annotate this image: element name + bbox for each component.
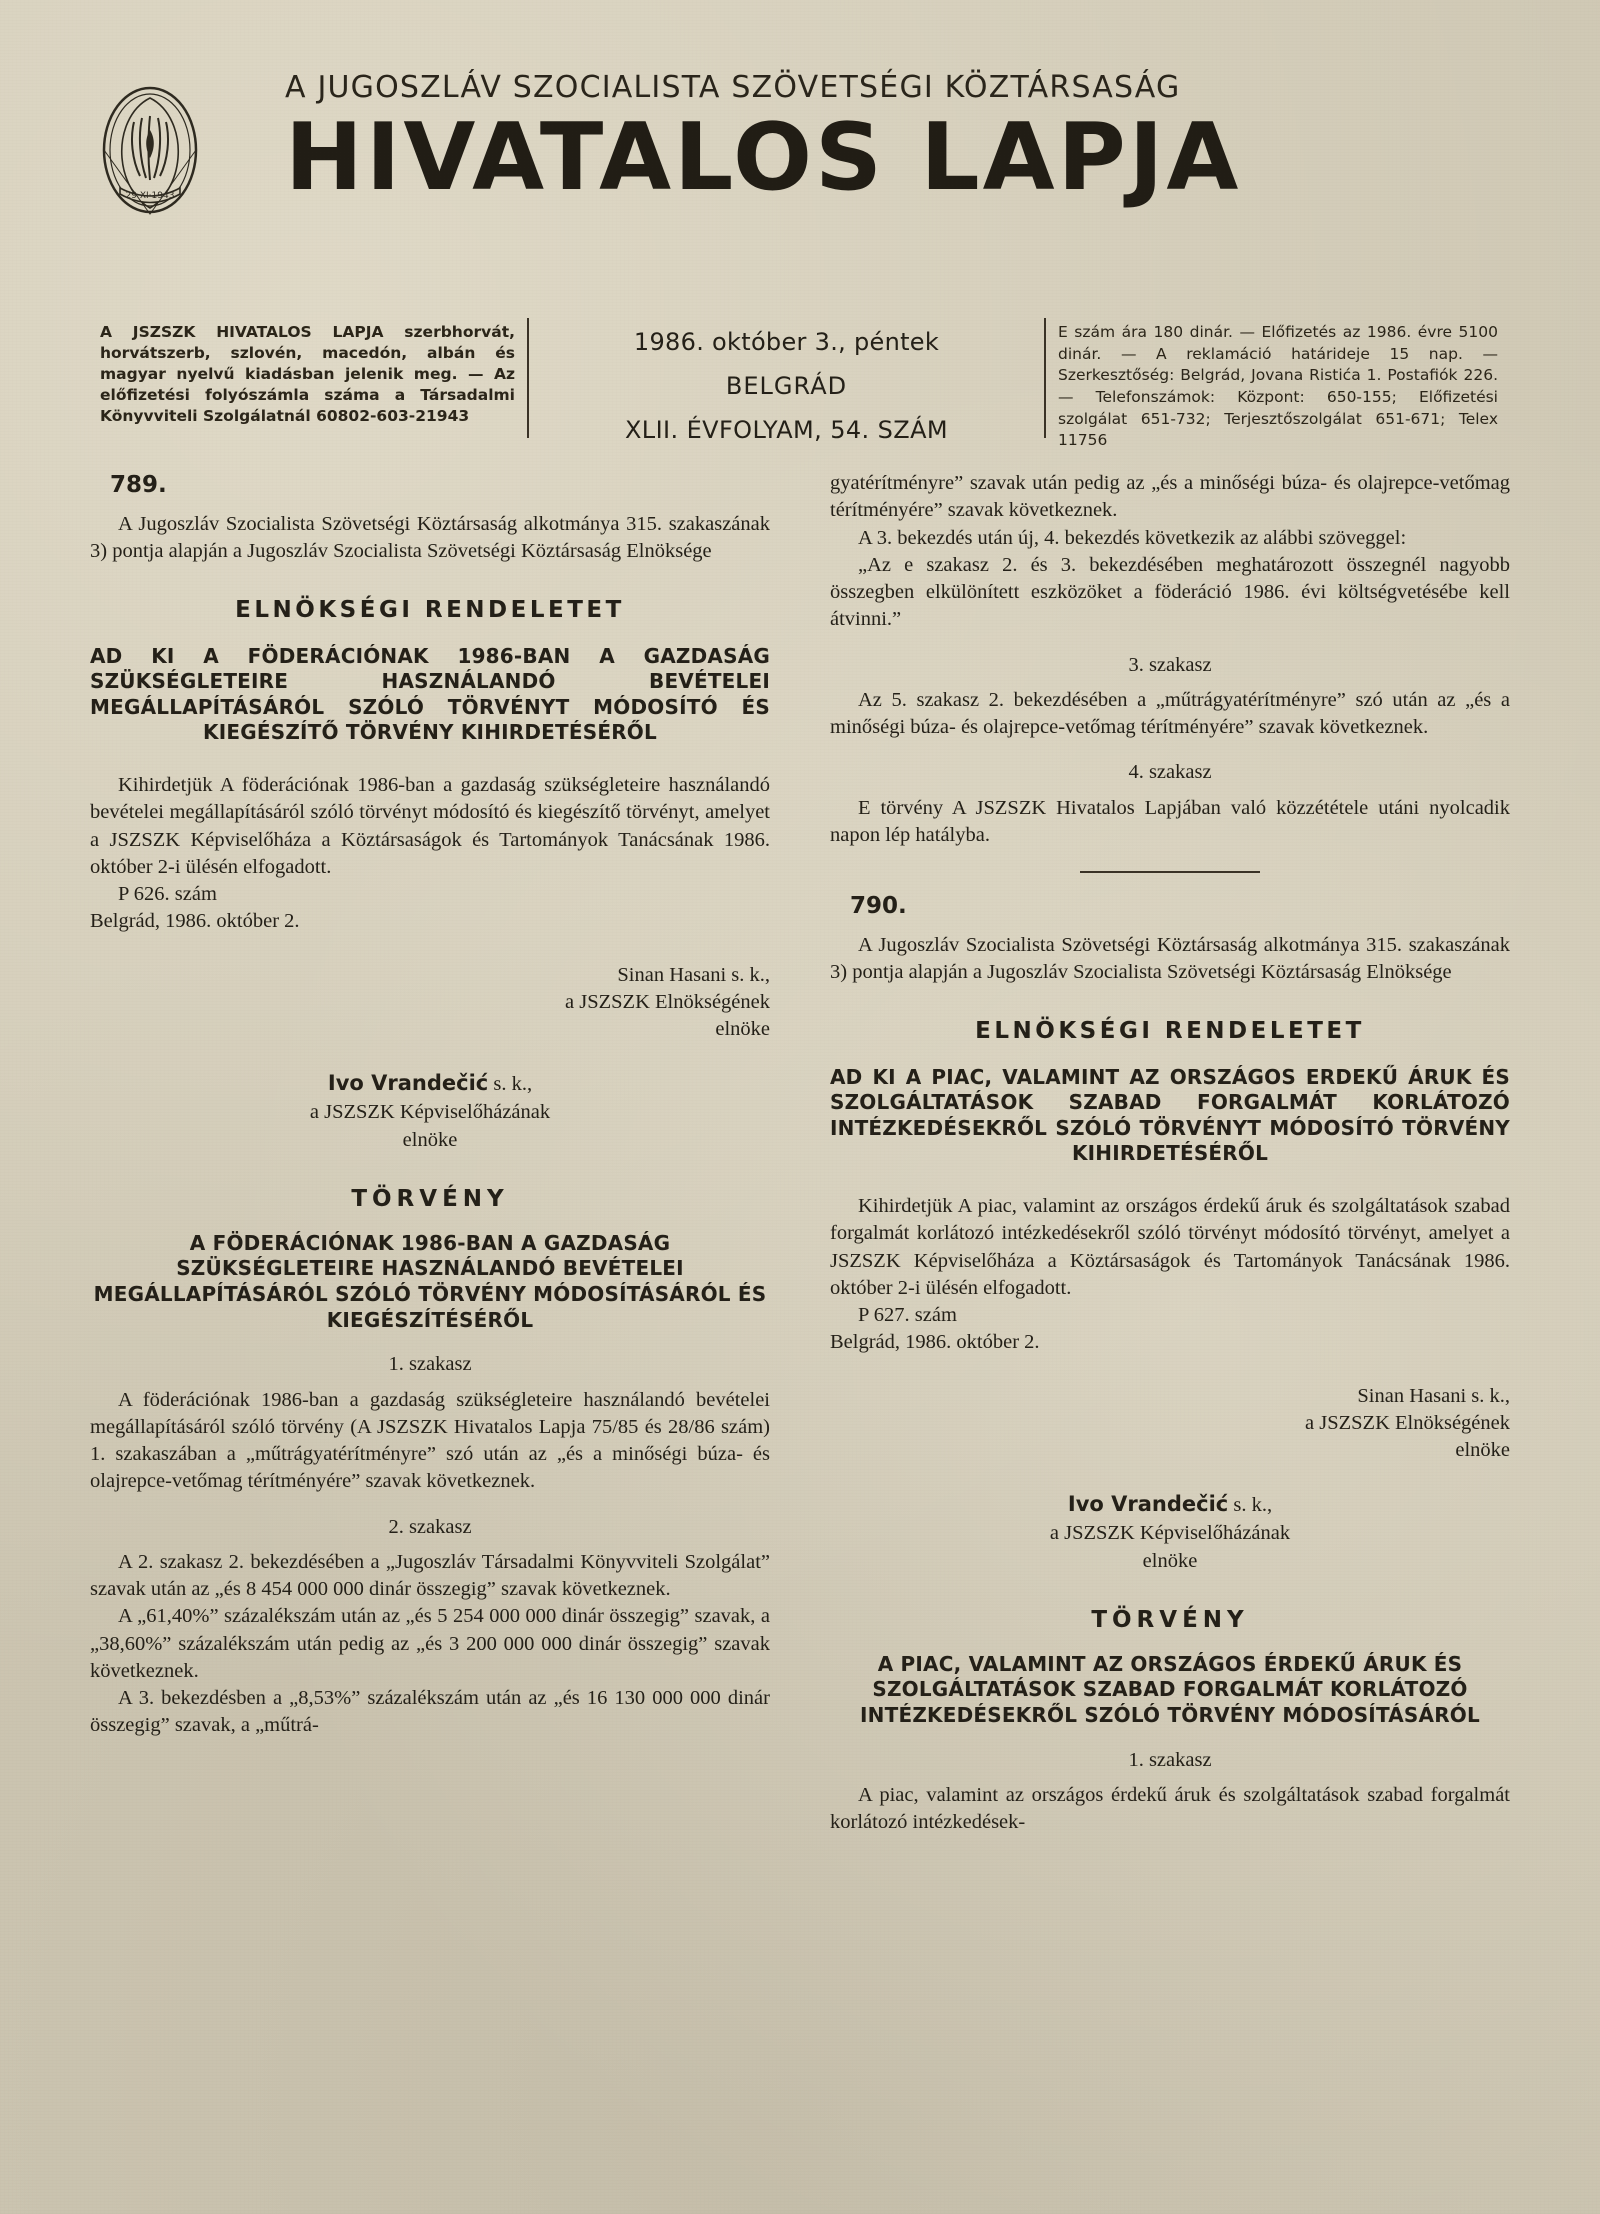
right-law-article-1-label: 1. szakasz <box>1128 1748 1212 1771</box>
item-number-789: 789. <box>110 472 167 498</box>
left-law-heading: TÖRVÉNY <box>351 1186 509 1213</box>
item-790-signature-2 <box>830 1490 1510 1575</box>
signature-name: Sinan Hasani <box>617 963 727 986</box>
item-789-section-title: ELNÖKSÉGI RENDELETET <box>235 597 625 624</box>
right-cont-p1: gyatérítményre” szavak után pedig az „és a minőségi búza- és olajrepce-vetőmag térítményére” szavak következnek. <box>830 472 1510 522</box>
item-790-pnum: P 627. szám <box>858 1304 957 1327</box>
section-divider <box>1080 871 1260 873</box>
left-law-article-1-label: 1. szakasz <box>388 1353 472 1376</box>
right-cont-article-4-body: E törvény A JSZSZK Hivatalos Lapjában való közzététele utáni nyolcadik napon lép hatályba. <box>830 796 1510 846</box>
left-law-article-2-p3: A 3. bekezdésben a „8,53%” százalékszám után az „és 16 130 000 000 dinár összegig” szavak, a „műtrá- <box>90 1687 770 1737</box>
svg-text:29·XI·1943: 29·XI·1943 <box>125 191 175 201</box>
item-number-790: 790. <box>850 893 907 919</box>
signature-name: Ivo Vrandečić <box>327 1071 489 1096</box>
signature-role-2: elnöke <box>715 1018 770 1041</box>
right-column <box>830 470 1510 1836</box>
signature-role-2: elnöke <box>402 1128 458 1151</box>
right-law-article-1-body: A piac, valamint az országos érdekű áruk és szolgáltatások szabad forgalmát korlátozó intézkedések- <box>830 1783 1510 1834</box>
issue-city: BELGRÁD <box>725 372 848 400</box>
subscription-note: E szám ára 180 dinár. — Előfizetés az 1986. évre 5100 dinár. — A reklamáció határideje 15 nap. — Szerkesztőség: Belgrád, Jovana Ristića 1. Postafiók 226. — Telefonszámok: Központ: 650-155; Előfizetési szolgálat 651-732; Terjesztőszolgálat 651-671; Telex 11756 <box>1058 323 1498 450</box>
left-law-article-1-body: A föderációnak 1986-ban a gazdaság szükségleteire használandó bevételei megállapításáról szóló törvény (A JSZSZK Hivatalos Lapja 75/85 és 28/86 szám) 1. szakaszában a „műtrágyatérítményre” szó után az „és a minőségi búza- és olajrepce-vetőmag térítményére” szavak következnek. <box>90 1388 770 1493</box>
masthead-kicker: A JUGOSZLÁV SZOCIALISTA SZÖVETSÉGI KÖZTÁRSASÁG <box>285 70 1181 105</box>
left-law-article-2-p1: A 2. szakasz 2. bekezdésében a „Jugoszláv Társadalmi Könyvviteli Szolgálat” szavak után az „és 8 454 000 000 dinár összegig” szavak következnek. <box>90 1550 770 1600</box>
item-790-signature-1 <box>830 1383 1510 1465</box>
right-cont-p2: A 3. bekezdés után új, 4. bekezdés következik az alábbi szöveggel: <box>858 526 1407 549</box>
body-columns <box>90 470 1510 1836</box>
left-law-title: A FÖDERÁCIÓNAK 1986-BAN A GAZDASÁG SZÜKSÉGLETEIRE HASZNÁLANDÓ BEVÉTELEI MEGÁLLAPÍTÁSÁRÓL SZÓLÓ TÖRVÉNY MÓDOSÍTÁSÁRÓL ÉS KIEGÉSZÍTÉSÉRŐL <box>93 1230 767 1332</box>
signature-role-1: a JSZSZK Elnökségének <box>1305 1411 1510 1434</box>
signature-role-2: elnöke <box>1455 1439 1510 1462</box>
item-789-signature-2 <box>90 1069 770 1154</box>
masthead-title: HIVATALOS LAPJA <box>285 103 1242 211</box>
left-column <box>90 470 770 1836</box>
item-790-preamble: A Jugoszláv Szocialista Szövetségi Köztársaság alkotmánya 315. szakaszának 3) pontja alapján a Jugoszláv Szocialista Szövetségi Köztársaság Elnöksége <box>830 933 1510 983</box>
right-law-heading: TÖRVÉNY <box>1091 1607 1249 1634</box>
right-cont-article-3-label: 3. szakasz <box>1128 653 1212 676</box>
right-cont-p3: „Az e szakasz 2. és 3. bekezdésében meghatározott összegnél nagyobb összegben elkülönített eszközöket a föderáció 1986. évi költségvetésébe kell átvinni.” <box>830 553 1510 631</box>
item-790-place-date: Belgrád, 1986. október 2. <box>830 1331 1040 1354</box>
signature-role-2: elnöke <box>1142 1549 1198 1572</box>
masthead <box>90 70 1510 211</box>
signature-name: Ivo Vrandečić <box>1067 1492 1229 1517</box>
issue-date: 1986. október 3., péntek <box>633 328 940 356</box>
issue-number: XLII. ÉVFOLYAM, 54. SZÁM <box>624 416 949 444</box>
right-law-title: A PIAC, VALAMINT AZ ORSZÁGOS ÉRDEKŰ ÁRUK ÉS SZOLGÁLTATÁSOK SZABAD FORGALMÁT KORLÁTOZÓ INTÉZKEDÉSEKRŐL SZÓLÓ TÖRVÉNY MÓDOSÍTÁSÁRÓL <box>860 1651 1480 1728</box>
right-cont-article-3-body: Az 5. szakasz 2. bekezdésében a „műtrágyatérítményre” szó után az „és a minőségi búza- és olajrepce-vetőmag térítményére” szavak következnek. <box>830 688 1510 738</box>
item-789-place-date: Belgrád, 1986. október 2. <box>90 910 300 933</box>
signature-sk: s. k., <box>1233 1494 1273 1517</box>
item-790-section-title: ELNÖKSÉGI RENDELETET <box>975 1018 1365 1045</box>
item-789-law-head: AD KI A FÖDERÁCIÓNAK 1986-BAN A GAZDASÁG SZÜKSÉGLETEIRE HASZNÁLANDÓ BEVÉTELEI MEGÁLLAPÍTÁSÁRÓL SZÓLÓ TÖRVÉNYT MÓDOSÍTÓ ÉS KIEGÉSZÍTŐ TÖRVÉNY KIHIRDETÉSÉRŐL <box>90 643 770 745</box>
signature-role-1: a JSZSZK Képviselőházának <box>1049 1521 1291 1544</box>
right-cont-article-4-label: 4. szakasz <box>1128 761 1212 784</box>
item-789-preamble: A Jugoszláv Szocialista Szövetségi Köztársaság alkotmánya 315. szakaszának 3) pontja alapján a Jugoszláv Szocialista Szövetségi Köztársaság Elnöksége <box>90 512 770 562</box>
coat-of-arms-icon <box>90 78 210 228</box>
item-790-law-head: AD KI A PIAC, VALAMINT AZ ORSZÁGOS ERDEKŰ ÁRUK ÉS SZOLGÁLTATÁSOK SZABAD FORGALMÁT KORLÁTOZÓ INTÉZKEDÉSEKRŐL SZÓLÓ TÖRVÉNYT MÓDOSÍTÓ TÖRVÉNY KIHIRDETÉSÉRŐL <box>830 1064 1510 1166</box>
signature-sk: s. k., <box>493 1073 533 1096</box>
signature-role-1: a JSZSZK Elnökségének <box>565 990 770 1013</box>
signature-sk: s. k., <box>1471 1384 1510 1407</box>
signature-sk: s. k., <box>731 963 770 986</box>
item-789-signature-1 <box>90 962 770 1044</box>
left-law-article-2-label: 2. szakasz <box>388 1515 472 1538</box>
issue-info <box>527 318 1046 444</box>
masthead-infobar <box>88 318 1510 450</box>
signature-role-1: a JSZSZK Képviselőházának <box>309 1100 551 1123</box>
publication-note: A JSZSZK HIVATALOS LAPJA szerbhorvát, horvátszerb, szlovén, macedón, albán és magyar nyelvű kiadásban jelenik meg. — Az előfizetési folyószámla száma a Társadalmi Könyvviteli Szolgálatnál 60802-603-21943 <box>100 323 515 425</box>
item-789-body: Kihirdetjük A föderációnak 1986-ban a gazdaság szükségleteire használandó bevételei megállapításáról szóló törvényt módosító és kiegészítő törvényt, amelyet a JSZSZK Képviselőháza a Köztársaságok és Tartományok Tanácsának 1986. október 2-i ülésén elfogadott. <box>90 774 770 878</box>
item-789-pnum: P 626. szám <box>118 883 217 906</box>
item-790-body: Kihirdetjük A piac, valamint az országos érdekű áruk és szolgáltatások szabad forgalmát korlátozó intézkedésekről szóló törvényt módosító törvényt, amelyet a JSZSZK Képviselőháza a Köztársaságok és Tartományok Tanácsának 1986. október 2-i ülésén elfogadott. <box>830 1195 1510 1299</box>
signature-name: Sinan Hasani <box>1357 1384 1467 1407</box>
left-law-article-2-p2: A „61,40%” százalékszám után az „és 5 254 000 000 dinár összegig” szavak, a „38,60%” százalékszám után pedig az „és 3 200 000 000 dinár összegig” szavak következnek. <box>90 1605 770 1682</box>
